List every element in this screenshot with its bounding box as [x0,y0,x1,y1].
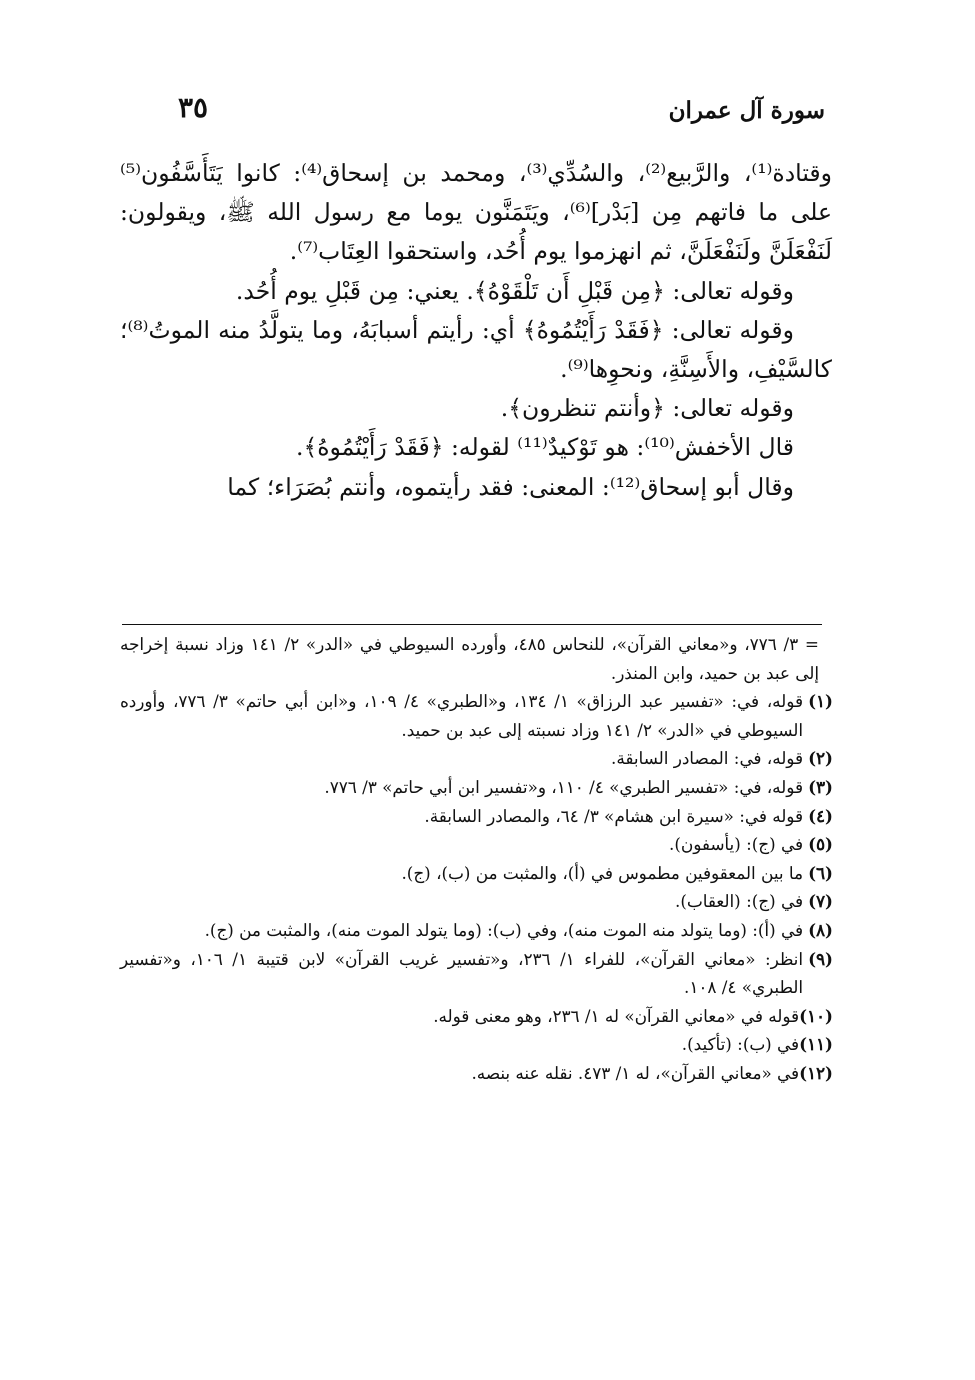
paragraph: وقتادة⁽¹⁾، والرَّبيع⁽²⁾، والسُدِّي⁽³⁾، ومحمد بن إسحاق⁽⁴⁾: كانوا يَتَأَسَّفُون⁽⁵⁾ على ما فاتهم مِن [بَدْر]⁽⁶⁾، ويَتَمَنَّون يوما مع رسول الله ﷺ، ويقولون: لَنَفْعَلَنَّ ولَنَفْعَلَنَّ، ثم انهزموا يوم أُحُد، واستحقوا العِتَاب⁽⁷⁾. [120,159,832,266]
footnote-text: قوله، في: «تفسير الطبري» ٤/ ١١٠، و«تفسير ابن أبي حاتم» ٣/ ٧٧٦. [324,776,803,797]
paragraph: قال الأخفش⁽¹⁰⁾: هو تَوْكيدٌ⁽¹¹⁾ لقوله: ﴿فَقَدْ رَأَيْتُمُوهُ﴾. [295,433,794,462]
footnote-number: (١٠) [799,1005,833,1026]
footnote-number: (٩) [808,948,833,969]
paragraph: وقوله تعالى: ﴿مِن قَبْلِ أَن تَلْقَوْهُ﴾. يعني: مِن قَبْلِ يوم أُحُد. [235,276,794,305]
footnote-number: (٥) [808,834,833,855]
footnote [120,773,833,802]
footnote [120,802,833,831]
footnote [120,830,833,859]
surah-title: سورة آل عمران [668,97,825,124]
footnote-text: قوله، في: المصادر السابقة. [611,748,803,769]
footnote-text: انظر: «معاني القرآن»، للفراء ١/ ٢٣٦، و«تفسير غريب القرآن» لابن قتيبة ١/ ١٠٦، و«تفسير الطبري» ٤/ ١٠٨. [120,948,804,998]
page-number: ٣٥ [178,91,209,124]
footnote-number: (٨) [808,919,833,940]
footnote-text: ما بين المعقوفين مطموس في (أ)، والمثبت من (ب)، (ج). [401,862,803,883]
footnote [120,1002,833,1031]
footnote [120,744,833,773]
paragraph: وقال أبو إسحاق⁽¹²⁾: المعنى: فقد رأيتموه، وأنتم بُصَرَاء؛ كما [227,472,794,501]
footnote-text: في «معاني القرآن»، له ١/ ٤٧٣. نقله عنه بنصه. [471,1062,800,1083]
footnotes [120,630,833,1088]
footnote-text: قوله في «معاني القرآن» له ١/ ٢٣٦، وهو معنى قوله. [433,1005,800,1026]
footnote-text: في (ج): (يأسفون). [668,834,803,855]
main-text [120,154,832,507]
footnote-continuation: = ٣/ ٧٧٦، و«معاني القرآن»، للنحاس ٤٨٥، وأورده السيوطي في «الدر» ٢/ ١٤١ وزاد نسبة إخراجه إلى عبد بن حميد، وابن المنذر. [120,634,819,683]
footnote-number: (٢) [808,748,833,769]
footnote [120,887,833,916]
footnote-text: في (ج): (العقاب). [675,891,803,912]
footnote [120,1030,833,1059]
paragraph: وقوله تعالى: ﴿وأنتم تنظرون﴾. [500,394,794,423]
footnote-number: (١) [808,691,833,712]
footnote-number: (١٢) [799,1062,833,1083]
footnote-text: في (ب): (تأكيد). [681,1034,800,1055]
footnote-number: (٧) [808,891,833,912]
footnote [120,945,833,1002]
footnote-number: (١١) [799,1034,833,1055]
footnote-number: (٣) [808,776,833,797]
footnote-divider [122,624,822,625]
footnote-text: في (أ): (وما يتولد منه الموت منه)، وفي (ب): (وما يتولد الموت منه)، والمثبت من (ج). [204,919,803,940]
footnote-number: (٦) [808,862,833,883]
footnote-text: قوله، في: «تفسير عبد الرزاق» ١/ ١٣٤، و«الطبري» ٤/ ١٠٩، و«ابن أبي حاتم» ٣/ ٧٧٦، وأورده السيوطي في «الدر» ٢/ ١٤١ وزاد نسبته إلى عبد بن حميد. [120,691,803,740]
footnote [120,916,833,945]
footnote [120,859,833,888]
page-header [178,84,825,124]
paragraph: وقوله تعالى: ﴿فَقَدْ رَأَيْتُمُوهُ﴾ أي: رأيتم أسبابَهُ، وما يتولَّدُ منه الموتُ⁽⁸⁾؛ كالسَّيْفِ، والأَسِنَّةِ، ونحوِها⁽⁹⁾. [120,315,832,384]
footnote-text: قوله في: «سيرة ابن هشام» ٣/ ٦٤، والمصادر السابقة. [424,805,803,826]
footnote [120,687,833,744]
footnote [120,1059,833,1088]
footnote-number: (٤) [808,805,833,826]
